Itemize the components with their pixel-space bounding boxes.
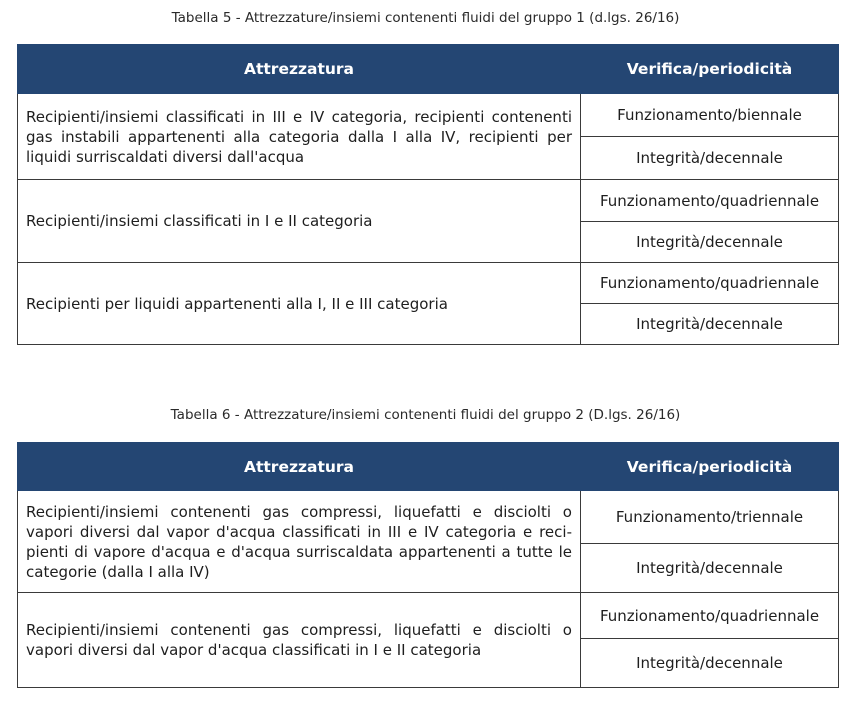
table5-row1-check2: Integrità/decennale: [581, 137, 839, 180]
table6-row2-check2: Integrità/decennale: [581, 639, 839, 688]
table6-header-row: [18, 443, 839, 491]
table5-row3-check1: Funzionamento/quadriennale: [581, 263, 839, 304]
table5-row2-description: Recipienti/insiemi classificati in I e II categoria: [18, 180, 581, 263]
table-row: [18, 94, 839, 137]
table6-row1-check1: Funzionamento/triennale: [581, 491, 839, 544]
table6-row1-description: Recipienti/insiemi contenenti gas compressi, liquefatti e disciolti o vapori diversi dal vapor d'acqua classificati in III e IV categoria e reci-pienti di vapore d'acqua e d'acqua surriscaldata appartenenti a tutte le categorie (dalla I alla IV): [18, 491, 581, 593]
table-row: [18, 263, 839, 304]
table6-row2-check1: Funzionamento/quadriennale: [581, 593, 839, 639]
table-row: [18, 593, 839, 639]
table5: [17, 44, 839, 345]
table5-row3-check2: Integrità/decennale: [581, 304, 839, 345]
table-row: [18, 180, 839, 222]
table5-row3-description: Recipienti per liquidi appartenenti alla I, II e III categoria: [18, 263, 581, 345]
table5-row2-check2: Integrità/decennale: [581, 222, 839, 263]
table5-header-verifica: Verifica/periodicità: [581, 45, 839, 94]
table5-row1-check1: Funzionamento/biennale: [581, 94, 839, 137]
table6-row2-description: Recipienti/insiemi contenenti gas compressi, liquefatti e disciolti o vapori diversi dal vapor d'acqua classificati in I e II categoria: [18, 593, 581, 688]
table6-caption: Tabella 6 - Attrezzature/insiemi contenenti fluidi del gruppo 2 (D.lgs. 26/16): [170, 407, 681, 423]
table-row: [18, 491, 839, 544]
table5-caption: Tabella 5 - Attrezzature/insiemi contenenti fluidi del gruppo 1 (d.lgs. 26/16): [171, 10, 680, 26]
table6-row1-check2: Integrità/decennale: [581, 544, 839, 593]
table6: [17, 442, 839, 688]
table5-row1-description: Recipienti/insiemi classificati in III e IV categoria, recipienti contenenti gas instabili appartenenti alla categoria dalla I alla IV, recipienti per liquidi surriscaldati diversi dall'acqua: [18, 94, 581, 180]
table5-row2-check1: Funzionamento/quadriennale: [581, 180, 839, 222]
table5-header-row: [18, 45, 839, 94]
table6-header-verifica: Verifica/periodicità: [581, 443, 839, 491]
table6-header-attrezzatura: Attrezzatura: [18, 443, 581, 491]
table5-header-attrezzatura: Attrezzatura: [18, 45, 581, 94]
